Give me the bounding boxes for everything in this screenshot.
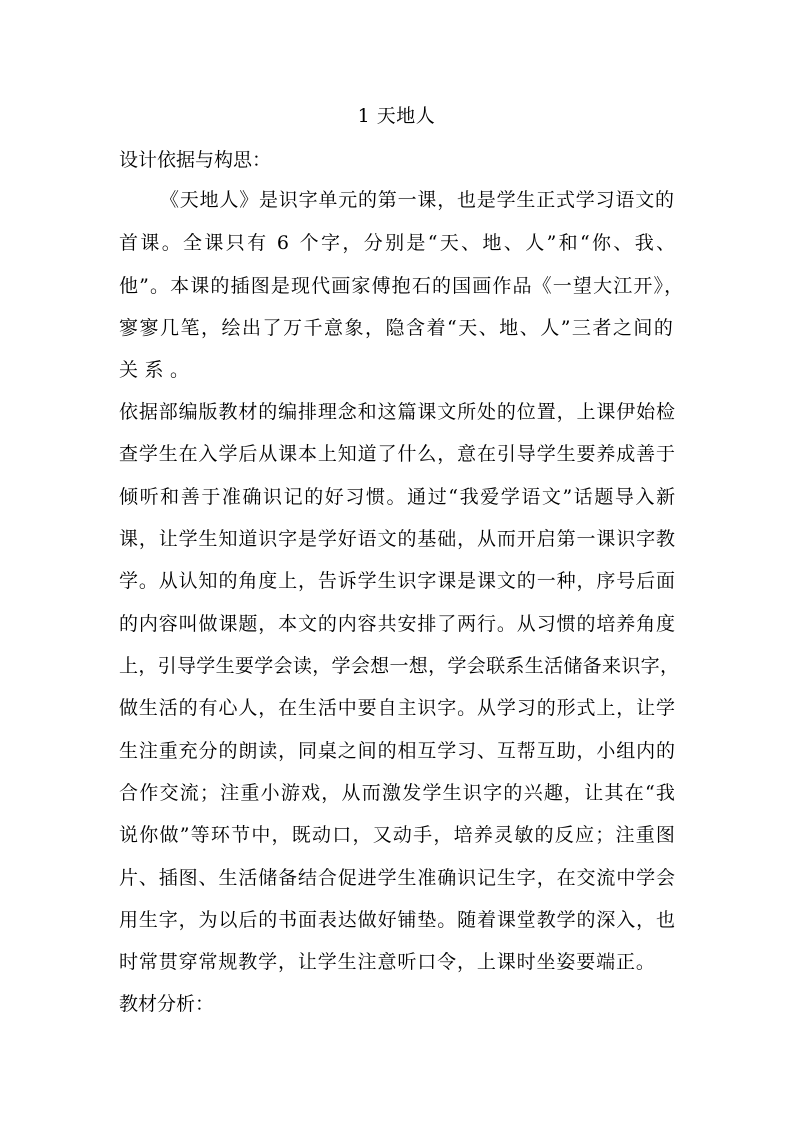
paragraph-line: 片、插图、生活储备结合促进学生准确识记生字，在交流中学会 bbox=[119, 867, 676, 889]
paragraph-line: 合作交流；注重小游戏，从而激发学生识字的兴趣，让其在“我 bbox=[119, 782, 677, 804]
paragraph-line: 课，让学生知道识字是学好语文的基础，从而开启第一课识字教 bbox=[119, 528, 676, 550]
section-heading-material-analysis: 教材分析： bbox=[119, 993, 215, 1015]
paragraph-line: 做生活的有心人，在生活中要自主识字。从学习的形式上，让学 bbox=[119, 697, 676, 719]
paragraph-line: 说你做”等环节中，既动口，又动手，培养灵敏的反应；注重图 bbox=[119, 824, 677, 846]
paragraph-line: 他”。本课的插图是现代画家傅抱石的国画作品《一望大江开》， bbox=[119, 275, 685, 297]
paragraph-line: 依据部编版教材的编排理念和这篇课文所处的位置，上课伊始检 bbox=[119, 401, 676, 423]
paragraph-line: 的内容叫做课题，本文的内容共安排了两行。从习惯的培养角度 bbox=[119, 613, 676, 635]
paragraph-line: 生注重充分的朗读，同桌之间的相互学习、互帮互助，小组内的 bbox=[119, 740, 676, 762]
paragraph-line: 首课。全课只有 6 个字，分别是“天、地、人”和“你、我、 bbox=[119, 232, 678, 254]
section-heading-design-basis: 设计依据与构思： bbox=[119, 149, 272, 171]
paragraph-line: 《天地人》是识字单元的第一课，也是学生正式学习语文的 bbox=[160, 189, 675, 211]
paragraph-line: 寥寥几笔，绘出了万千意象，隐含着“天、地、人”三者之间的 bbox=[119, 317, 675, 339]
paragraph-line: 上，引导学生要学会读，学会想一想，学会联系生活储备来识字， bbox=[119, 655, 680, 677]
paragraph-line: 时常贯穿常规教学，让学生注意听口令，上课时坐姿要端正。 bbox=[119, 951, 656, 973]
paragraph-line: 倾听和善于准确识记的好习惯。通过“我爱学语文”话题导入新 bbox=[119, 486, 677, 508]
document-title: 1 天地人 bbox=[357, 105, 436, 127]
paragraph-line: 关系。 bbox=[119, 359, 196, 381]
paragraph-line: 查学生在入学后从课本上知道了什么，意在引导学生要养成善于 bbox=[119, 443, 676, 465]
paragraph-line: 学。从认知的角度上，告诉学生识字课是课文的一种，序号后面 bbox=[119, 570, 676, 592]
paragraph-line: 用生字，为以后的书面表达做好铺垫。随着课堂教学的深入，也 bbox=[119, 909, 676, 931]
